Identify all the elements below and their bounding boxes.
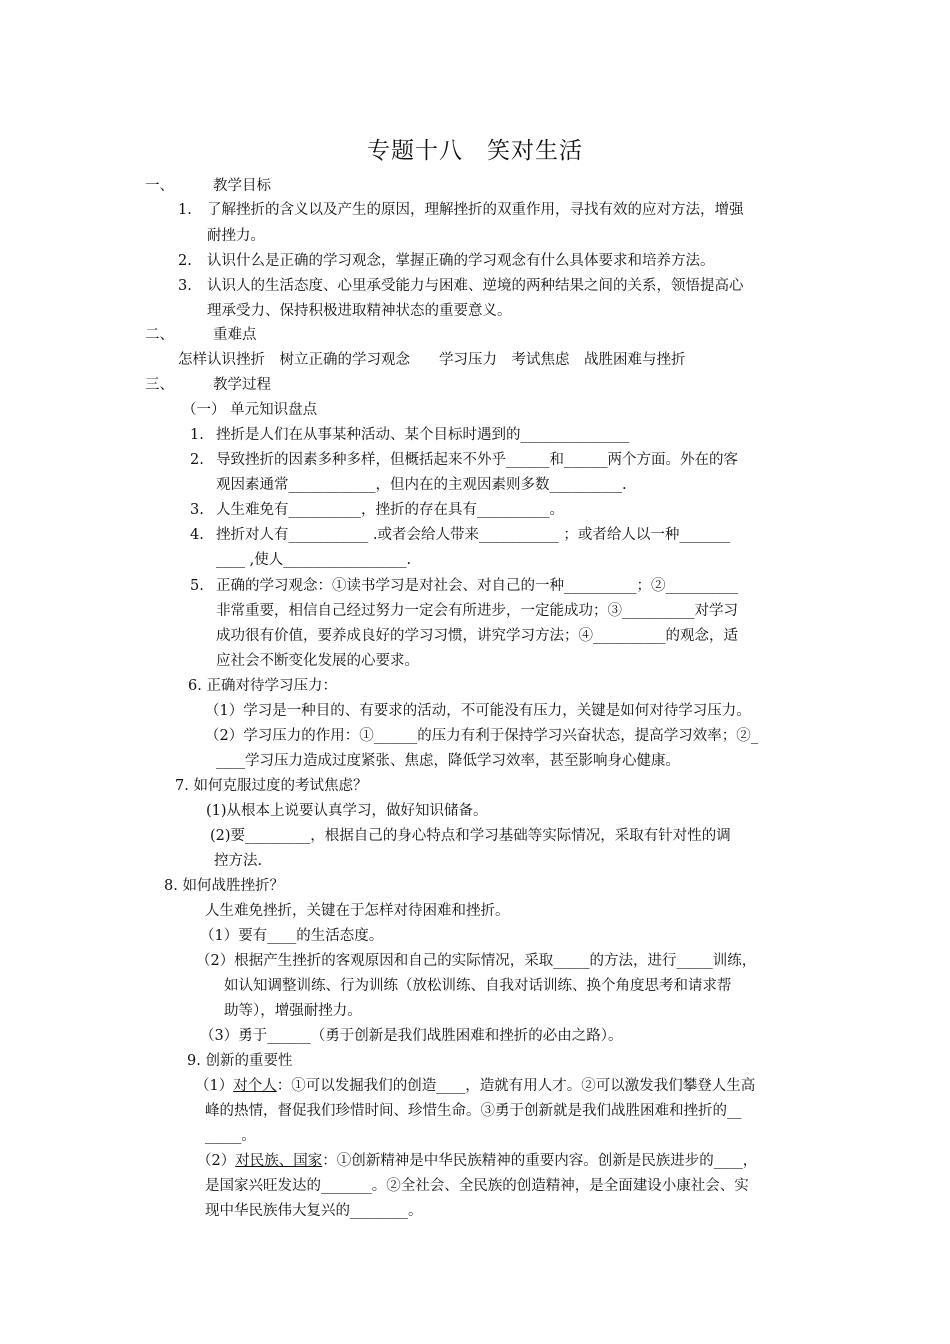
list-number: 1. (178, 202, 192, 218)
item-text: （3）勇于______（勇于创新是我们战胜困难和挫折的必由之路）。 (200, 1028, 623, 1044)
item-text: (1)从根本上说要认真学习，做好知识储备。 (206, 803, 488, 819)
underlined-term: 对个人 (233, 1078, 277, 1094)
list-number: 2. (178, 253, 192, 269)
goal-text: 理承受力、保持积极进取精神状态的重要意义。 (207, 303, 512, 319)
item-heading: 6. 正确对待学习压力： (188, 678, 337, 694)
item-text: ____ ,使人_________________. (216, 552, 412, 568)
item-heading: 8. 如何战胜挫折？ (164, 878, 284, 894)
item-text: （1）要有____的生活态度。 (200, 928, 384, 944)
section-heading: 重难点 (213, 327, 257, 343)
item-text: 助等），增强耐挫力。 (224, 1003, 362, 1019)
section-heading: 教学过程 (213, 377, 271, 393)
item-text: 控方法. (214, 853, 263, 869)
list-number: 2. (190, 452, 204, 468)
item-text-rest: ：①创新精神是中华民族精神的重要内容。创新是民族进步的____， (322, 1153, 758, 1169)
item-heading: 9. 创新的重要性 (187, 1053, 293, 1069)
item-text: 应社会不断变化发展的心要求。 (216, 653, 419, 669)
item-text: ____学习压力造成过度紧张、焦虑，降低学习效率，甚至影响身心健康。 (216, 753, 680, 769)
item-text: _____。 (205, 1128, 256, 1144)
section-number: 三、 (145, 377, 174, 393)
item-text: 挫折是人们在从事某种活动、某个目标时遇到的_______________ (216, 427, 630, 443)
item-text: 观因素通常____________，但内在的主观因素则多数__________. (216, 477, 627, 493)
section-number: 二、 (145, 327, 174, 343)
list-number: 3. (190, 502, 204, 518)
goal-text: 认识人的生活态度、心里承受能力与困难、逆境的两种结果之间的关系，领悟提高心 (207, 278, 744, 294)
subsection-heading: （一） 单元知识盘点 (182, 402, 318, 418)
item-heading: 7. 如何克服过度的考试焦虑？ (175, 778, 368, 794)
item-text (195, 1074, 755, 1098)
item-text (197, 1149, 757, 1173)
item-text: 成功很有价值，要养成良好的学习习惯，讲究学习方法；④__________的观念，适 (216, 628, 738, 644)
item-text: 非常重要，相信自己经过努力一定会有所进步，一定能成功；③__________对学习 (216, 603, 738, 619)
item-text: 人生难免有__________，挫折的存在具有__________。 (216, 502, 564, 518)
item-text: （2）学习压力的作用：①______的压力有利于保持学习兴奋状态，提高学习效率；②_ (205, 728, 758, 744)
goal-text: 耐挫力。 (207, 228, 265, 244)
section-number: 一、 (145, 178, 174, 194)
list-number: 1. (190, 427, 204, 443)
list-number: 4. (190, 527, 204, 543)
item-text: （2）根据产生挫折的客观原因和自己的实际情况，采取_____的方法，进行_____训练， (196, 953, 757, 969)
item-text: 挫折对人有___________ .或者会给人带来___________ ；或者给人以一种_______ (216, 527, 731, 543)
goal-text: 了解挫折的含义以及产生的原因，理解挫折的双重作用，寻找有效的应对方法，增强 (207, 202, 744, 218)
item-text: 人生难免挫折，关键在于怎样对待困难和挫折。 (205, 903, 510, 919)
item-text: 导致挫折的因素多种多样，但概括起来不外乎______和______两个方面。外在的客 (216, 452, 738, 468)
list-number: 5. (190, 578, 204, 594)
goal-text: 认识什么是正确的学习观念，掌握正确的学习观念有什么具体要求和培养方法。 (207, 253, 715, 269)
item-text: 如认知调整训练、行为训练（放松训练、自我对话训练、换个角度思考和请求帮 (224, 978, 732, 994)
list-number: 3. (178, 278, 192, 294)
page-title: 专题十八 笑对生活 (367, 138, 583, 164)
key-points: 怎样认识挫折 树立正确的学习观念 学习压力 考试焦虑 战胜困难与挫折 (178, 352, 686, 368)
item-text: 现中华民族伟大复兴的________。 (205, 1203, 423, 1219)
item-text: 是国家兴旺发达的_______。②全社会、全民族的创造精神，是全面建设小康社会、实 (205, 1178, 749, 1194)
item-text: 正确的学习观念：①读书学习是对社会、对自己的一种__________；②__________ (216, 578, 738, 594)
item-text: 峰的热情，督促我们珍惜时间、珍惜生命。③勇于创新就是我们战胜困难和挫折的__ (205, 1103, 742, 1119)
item-text: (2)要_________，根据自己的身心特点和学习基础等实际情况，采取有针对性的调 (210, 828, 731, 844)
item-prefix: （1） (195, 1078, 234, 1094)
item-prefix: （2） (197, 1153, 236, 1169)
section-heading: 教学目标 (213, 178, 271, 194)
item-text-rest: ：①可以发掘我们的创造____，造就有用人才。②可以激发我们攀登人生高 (276, 1078, 756, 1094)
item-text: （1）学习是一种目的、有要求的活动，不可能没有压力，关键是如何对待学习压力。 (205, 703, 751, 719)
underlined-term: 对民族、国家 (235, 1153, 323, 1169)
